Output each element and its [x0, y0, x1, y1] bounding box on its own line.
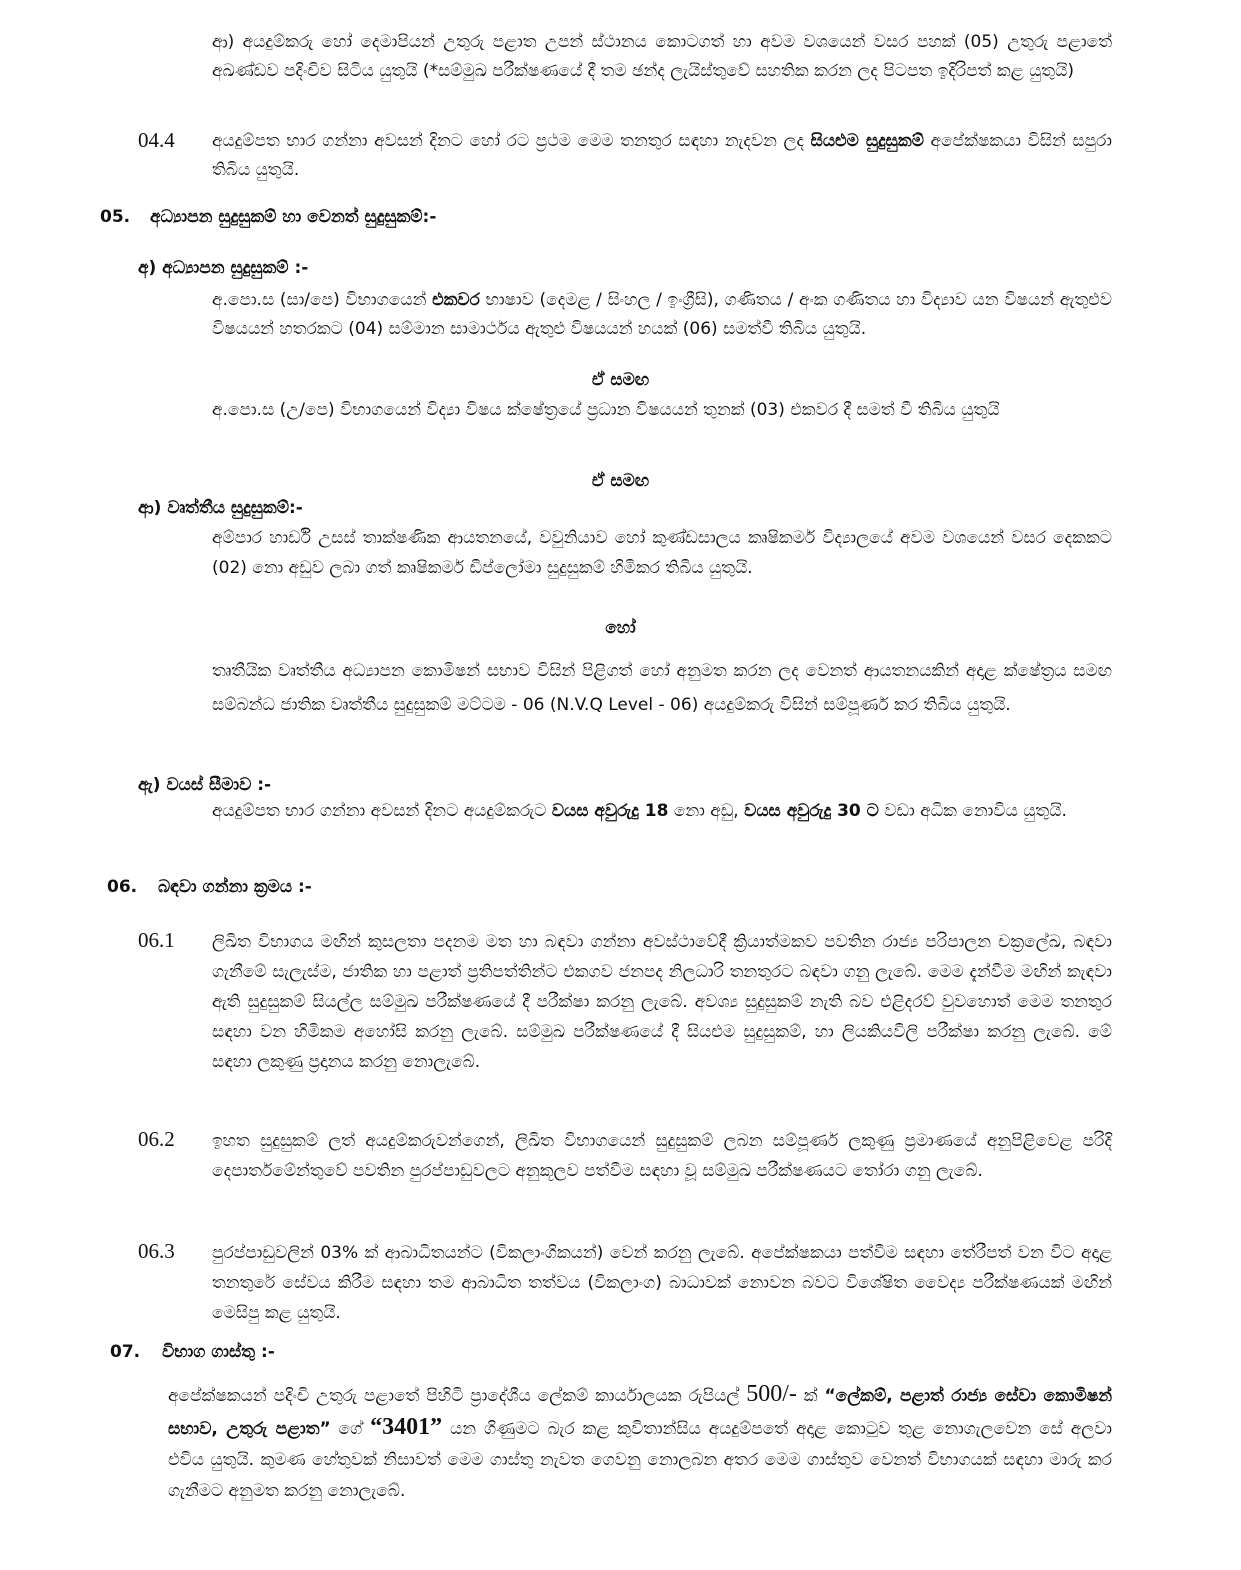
para-education-al: අ.පො.ස (උ/පෙ) විභාගයෙන් විද්‍යා විෂය ක්ෂේත්‍රයේ ප්‍රධාන විෂයයන් තුනක් (03) එකවර දී සමත් වී තිබිය යුතුයි: [212, 400, 1000, 420]
section-number-06-3: 06.3: [138, 1239, 175, 1263]
conjunction-and-1: ඒ සමඟ: [591, 370, 650, 390]
para-education-ol: [212, 286, 1112, 344]
section-number-05: 05.: [100, 207, 131, 227]
para-04-4: [212, 127, 1112, 185]
para-fees-account: “ලේකම්, පළාත් රාජ්‍ය සේවා කොමිෂන් සභාව, උතුරු පළාත”: [168, 1386, 1113, 1439]
para-education-ol-pre: අ.පො.ස (සා/පෙ) විභාගයෙන්: [212, 290, 433, 310]
para-04-3-a: ආ) අයදුම්කරු හෝ දෙමාපියන් උතුරු පළාත උපන් ස්ථානය කොටගත් හා අවම වශයෙන් වසර පහක් (05) උතුරු පළාතේ අඛණ්ඩව පදිංචිව සිටිය යුතුයි (*සම්මුඛ පරීක්ෂණයේ දී තම ඡන්ද ලැයිස්තුවේ සහතික කරන ලද පිටපත ඉදිරිපත් කළ යුතුයි): [212, 32, 1112, 81]
subsection-title-education: අ) අධ්‍යාපන සුදුසුකම් :-: [138, 258, 309, 278]
para-06-3: පුරප්පාඩුවලින් 03% ක් ආබාධිතයන්ට (විකලාංගිකයන්) වෙන් කරනු ලැබේ. අපේක්ෂකයා පත්වීම සඳහා තේරීපත් වන විට අදාළ තනතුරේ සේවය කිරීම සඳහා තම ආබාධිත තත්වය (විකලාංග) බාධාවක් නොවන බවට විශේෂිත වෛද්‍ය පරීක්ෂණයක් මඟින් මෙසිපු කළ යුතුයි.: [212, 1243, 1112, 1323]
para-age-pre: අයදුම්පත භාර ගන්නා අවසන් දිනට අයදුම්කරුට: [212, 801, 552, 821]
para-04-4-text-b: අපේක්ෂකයා විසින් සපුරා තිබිය යුතුයි.: [212, 131, 1112, 180]
section-number-04-4: 04.4: [138, 128, 175, 152]
para-age-mid: නො අඩු,: [668, 801, 745, 821]
subsection-title-age-limit: ඇ) වයස් සීමාව :-: [138, 775, 272, 795]
para-04-4-text-a: අයදුම්පත භාර ගන්නා අවසන් දිනට හෝ රට ප්‍රථම මෙම තනතුර සඳහා නැදවන ලද: [212, 131, 811, 151]
para-age-post: වඩා අධික නොවිය යුතුයි.: [878, 801, 1067, 821]
section-title-07: විභාග ගාස්තු :-: [162, 1342, 275, 1362]
para-04-4-bold: සියළුම සුදුසුකම්: [810, 131, 924, 151]
section-title-06: බඳවා ගන්නා ක්‍රමය :-: [158, 877, 312, 897]
conjunction-or: හෝ: [605, 618, 636, 638]
para-age-limit: [212, 797, 1112, 826]
section-number-07: 07.: [110, 1342, 141, 1362]
section-title-05: අධ්‍යාපන සුදුසුකම් හා වෙනත් සුදුසුකම්:-: [150, 207, 437, 227]
para-06-2: ඉහත සුදුසුකම් ලත් අයදුම්කරුවන්ගෙන්, ලිඛිත විභාගයෙන් සුදුසුකම් ලබන සම්පූර්ණ ලකුණු ප්‍රමාණයේ අනුපිළිවෙළ පරිදි දෙපාර්තමේන්තුවේ පවතින පුරප්පාඩුවලට අනුකූලව පත්වීම සඳහා වූ සම්මුඛ පරීක්ෂණයට තෝරා ගනු ලැබේ.: [212, 1131, 1112, 1181]
para-education-ol-bold: එකවර: [432, 290, 480, 310]
para-age-min: වයස අවුරුදු 18: [551, 801, 669, 821]
para-exam-fees: [168, 1379, 1112, 1507]
para-fees-code: “3401”: [370, 1414, 443, 1440]
para-age-max: වයස අවුරුදු 30 ට: [744, 801, 879, 821]
section-number-06: 06.: [107, 877, 138, 897]
para-education-ol-post: භාෂාව (දෙමළ / සිංහල / ඉංග්‍රීසි), ගණිතය / අංක ගණිතය හා විද්‍යාව යන විෂයන් ඇතුළුව විෂයයන් හතරකට (04) සම්මාන සාමාර්ථය ඇතුළු විෂයයන් හයක් (06) සමත්වී තිබිය යුතුයි.: [212, 290, 1112, 339]
para-06-1: ලිඛිත විභාගය මඟින් කුසලතා පදනම මත හා බඳවා ගන්නා අවස්ථාවේදී ක්‍රියාත්මකව පවතින රාජ්‍ය පරිපාලන චක්‍රලේඛ, බඳවා ගැනීමේ සැලැස්ම, ජාතික හා පළාත් ප්‍රතිපත්තින්ට එකගව ජනපද නිලධාරි තනතුරට බඳවා ගනු ලැබේ. මෙම දැන්වීම මඟින් කැඳවා ඇති සුදුසුකම් සියල්ල සම්මුඛ පරීක්ෂණයේ දී පරීක්ෂා කරනු ලැබේ. අවශ්‍ය සුදුසුකම් නැති බව එළිදරව් වුවහොත් මෙම තනතුර සඳහා වන හිමිකම අහෝසි කරනු ලැබේ. සම්මුඛ පරීක්ෂණයේ දී සියළුම සුදුසුකම්, හා ලියකියවිලි පරීක්ෂා කරනු ලැබේ. මේ සඳහා ලකුණු ප්‍රදානය කරනු නොලැබේ.: [212, 932, 1112, 1072]
para-fees-post: යන ගිණුමට බැර කළ කුවිතාන්සිය අයදුම්පතේ අදාළ කොටුව තුළ නොගැලවෙන සේ අලවා එවිය යුතුයි. කුමණ හේතුවක් නිසාවත් මෙම ගාස්තු නැවත ගෙවනු නොලබන අතර මෙම ගාස්තුව වෙනත් විභාගයක් සඳහා මාරු කර ගැනීමට අනුමත කරනු නොලැබේ.: [168, 1419, 1112, 1501]
para-fees-pre: අපේක්ෂකයන් පදිංචි උතුරු පළාතේ පිහිටි ප්‍රාදේශීය ලේකම් කාර්යාලයක රුපියල්: [168, 1386, 747, 1406]
section-number-06-1: 06.1: [138, 928, 175, 952]
para-fees-mid2: ගේ: [330, 1419, 371, 1439]
section-number-06-2: 06.2: [138, 1127, 175, 1151]
para-fees-mid1: ක්: [796, 1386, 825, 1406]
para-vocational-nvq: තෘතීයික වෘත්තීය අධ්‍යාපන කොමිෂන් සභාව විසින් පිළිගත් හෝ අනුමත කරන ලද වෙනත් ආයතනයකින් අදාළ ක්ෂේත්‍රය සමඟ සම්බන්ධ ජාතික වෘත්තීය සුදුසුකම් මට්ටම - 06 (N.V.Q Level - 06) අයදුම්කරු විසින් සම්පූර්ණ කර තිබිය යුතුයි.: [212, 661, 1112, 715]
para-vocational-diploma: අම්පාර හාර්ඩි උසස් තාක්ෂණික ආයතනයේ, වවුනියාව හෝ කුණ්ඩසාලය කෘෂිකර්ම විද්‍යාලයේ අවම වශයෙන් වසර දෙකකට (02) නො අඩුව ලබා ගත් කෘෂිකර්ම ඩිප්ලෝමා සුදුසුකම් හිමිකර තිබිය යුතුයි.: [212, 528, 1112, 578]
conjunction-and-2: ඒ සමඟ: [591, 471, 650, 491]
subsection-title-vocational: ආ) වෘත්තීය සුදුසුකම්:-: [138, 498, 303, 518]
para-fees-amount: 500/-: [746, 1381, 797, 1407]
